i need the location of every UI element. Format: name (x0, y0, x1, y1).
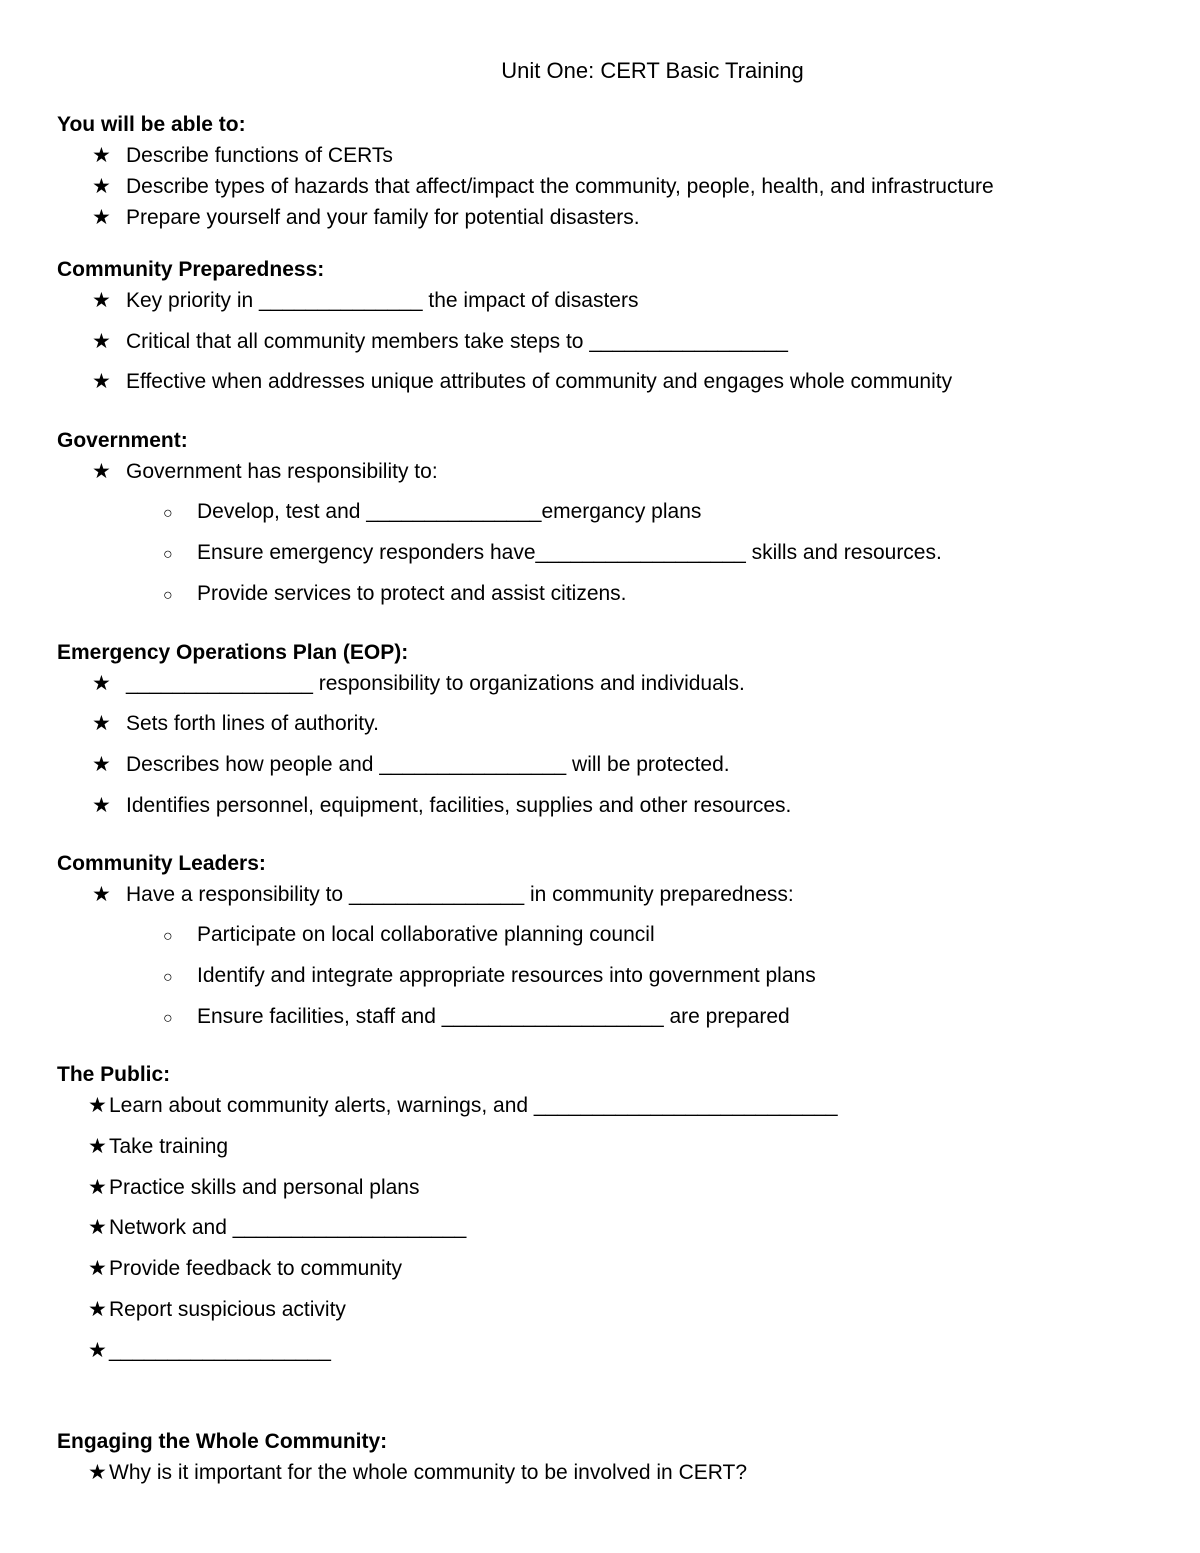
section-heading-eop: Emergency Operations Plan (EOP): (57, 641, 409, 664)
star-bullet-icon: ★ (88, 1135, 107, 1158)
list-item: ★ Provide feedback to community (88, 1257, 402, 1280)
star-bullet-icon: ★ (88, 1176, 107, 1199)
list-item: ★ Identifies personnel, equipment, facilities, supplies and other resources. (92, 794, 792, 817)
list-item: ★ Network and ____________________ (88, 1216, 467, 1239)
list-item: ★ Prepare yourself and your family for potential disasters. (92, 206, 640, 229)
section-heading-engaging: Engaging the Whole Community: (57, 1430, 388, 1453)
star-bullet-icon: ★ (92, 672, 111, 695)
list-item: ★ ___________________ (88, 1339, 331, 1362)
circle-bullet-icon: ○ (163, 969, 173, 986)
star-bullet-icon: ★ (88, 1339, 107, 1362)
sub-list-item: ○ Provide services to protect and assist citizens. (163, 581, 627, 609)
list-item: ★ Sets forth lines of authority. (92, 712, 379, 735)
star-bullet-icon: ★ (92, 753, 111, 776)
star-bullet-icon: ★ (92, 206, 111, 229)
star-bullet-icon: ★ (92, 330, 111, 353)
star-bullet-icon: ★ (92, 794, 111, 817)
circle-bullet-icon: ○ (163, 587, 173, 604)
sub-list-item: ○ Participate on local collaborative planning council (163, 922, 655, 950)
list-item: ★ Describes how people and ________________ will be protected. (92, 753, 730, 776)
star-bullet-icon: ★ (88, 1298, 107, 1321)
star-bullet-icon: ★ (92, 370, 111, 393)
star-bullet-icon: ★ (88, 1216, 107, 1239)
list-item: ★ Report suspicious activity (88, 1298, 346, 1321)
star-bullet-icon: ★ (92, 712, 111, 735)
star-bullet-icon: ★ (92, 289, 111, 312)
star-bullet-icon: ★ (92, 144, 111, 167)
list-item: ★ Learn about community alerts, warnings, and __________________________ (88, 1094, 838, 1117)
sub-list-item: ○ Ensure facilities, staff and ___________________ are prepared (163, 1004, 790, 1032)
sub-list-item: ○ Develop, test and _______________emergancy plans (163, 499, 701, 527)
list-item: ★ Key priority in ______________ the impact of disasters (92, 289, 639, 312)
sub-list-item: ○ Ensure emergency responders have__________________ skills and resources. (163, 540, 942, 568)
list-item: ★ Effective when addresses unique attributes of community and engages whole community (92, 370, 953, 393)
list-item: ★ Critical that all community members take steps to _________________ (92, 330, 788, 353)
circle-bullet-icon: ○ (163, 546, 173, 563)
sub-list-item: ○ Identify and integrate appropriate resources into government plans (163, 963, 816, 991)
list-item: ★ ________________ responsibility to organizations and individuals. (92, 672, 745, 695)
section-heading-objectives: You will be able to: (57, 113, 246, 136)
star-bullet-icon: ★ (88, 1094, 107, 1117)
list-item: ★ Practice skills and personal plans (88, 1176, 420, 1199)
circle-bullet-icon: ○ (163, 928, 173, 945)
list-item: ★ Have a responsibility to _______________ in community preparedness: (92, 883, 794, 906)
section-heading-government: Government: (57, 429, 188, 452)
page-title: Unit One: CERT Basic Training (501, 58, 804, 83)
list-item: ★ Government has responsibility to: (92, 460, 438, 483)
star-bullet-icon: ★ (88, 1257, 107, 1280)
star-bullet-icon: ★ (92, 883, 111, 906)
list-item: ★ Why is it important for the whole community to be involved in CERT? (88, 1461, 748, 1484)
list-item: ★ Describe functions of CERTs (92, 144, 393, 167)
section-heading-community-preparedness: Community Preparedness: (57, 258, 325, 281)
star-bullet-icon: ★ (92, 460, 111, 483)
list-item: ★ Take training (88, 1135, 229, 1158)
circle-bullet-icon: ○ (163, 505, 173, 522)
star-bullet-icon: ★ (92, 175, 111, 198)
circle-bullet-icon: ○ (163, 1010, 173, 1027)
section-heading-the-public: The Public: (57, 1063, 171, 1086)
list-item: ★ Describe types of hazards that affect/impact the community, people, health, and infrastructure (92, 175, 994, 198)
section-heading-community-leaders: Community Leaders: (57, 852, 266, 875)
star-bullet-icon: ★ (88, 1461, 107, 1484)
